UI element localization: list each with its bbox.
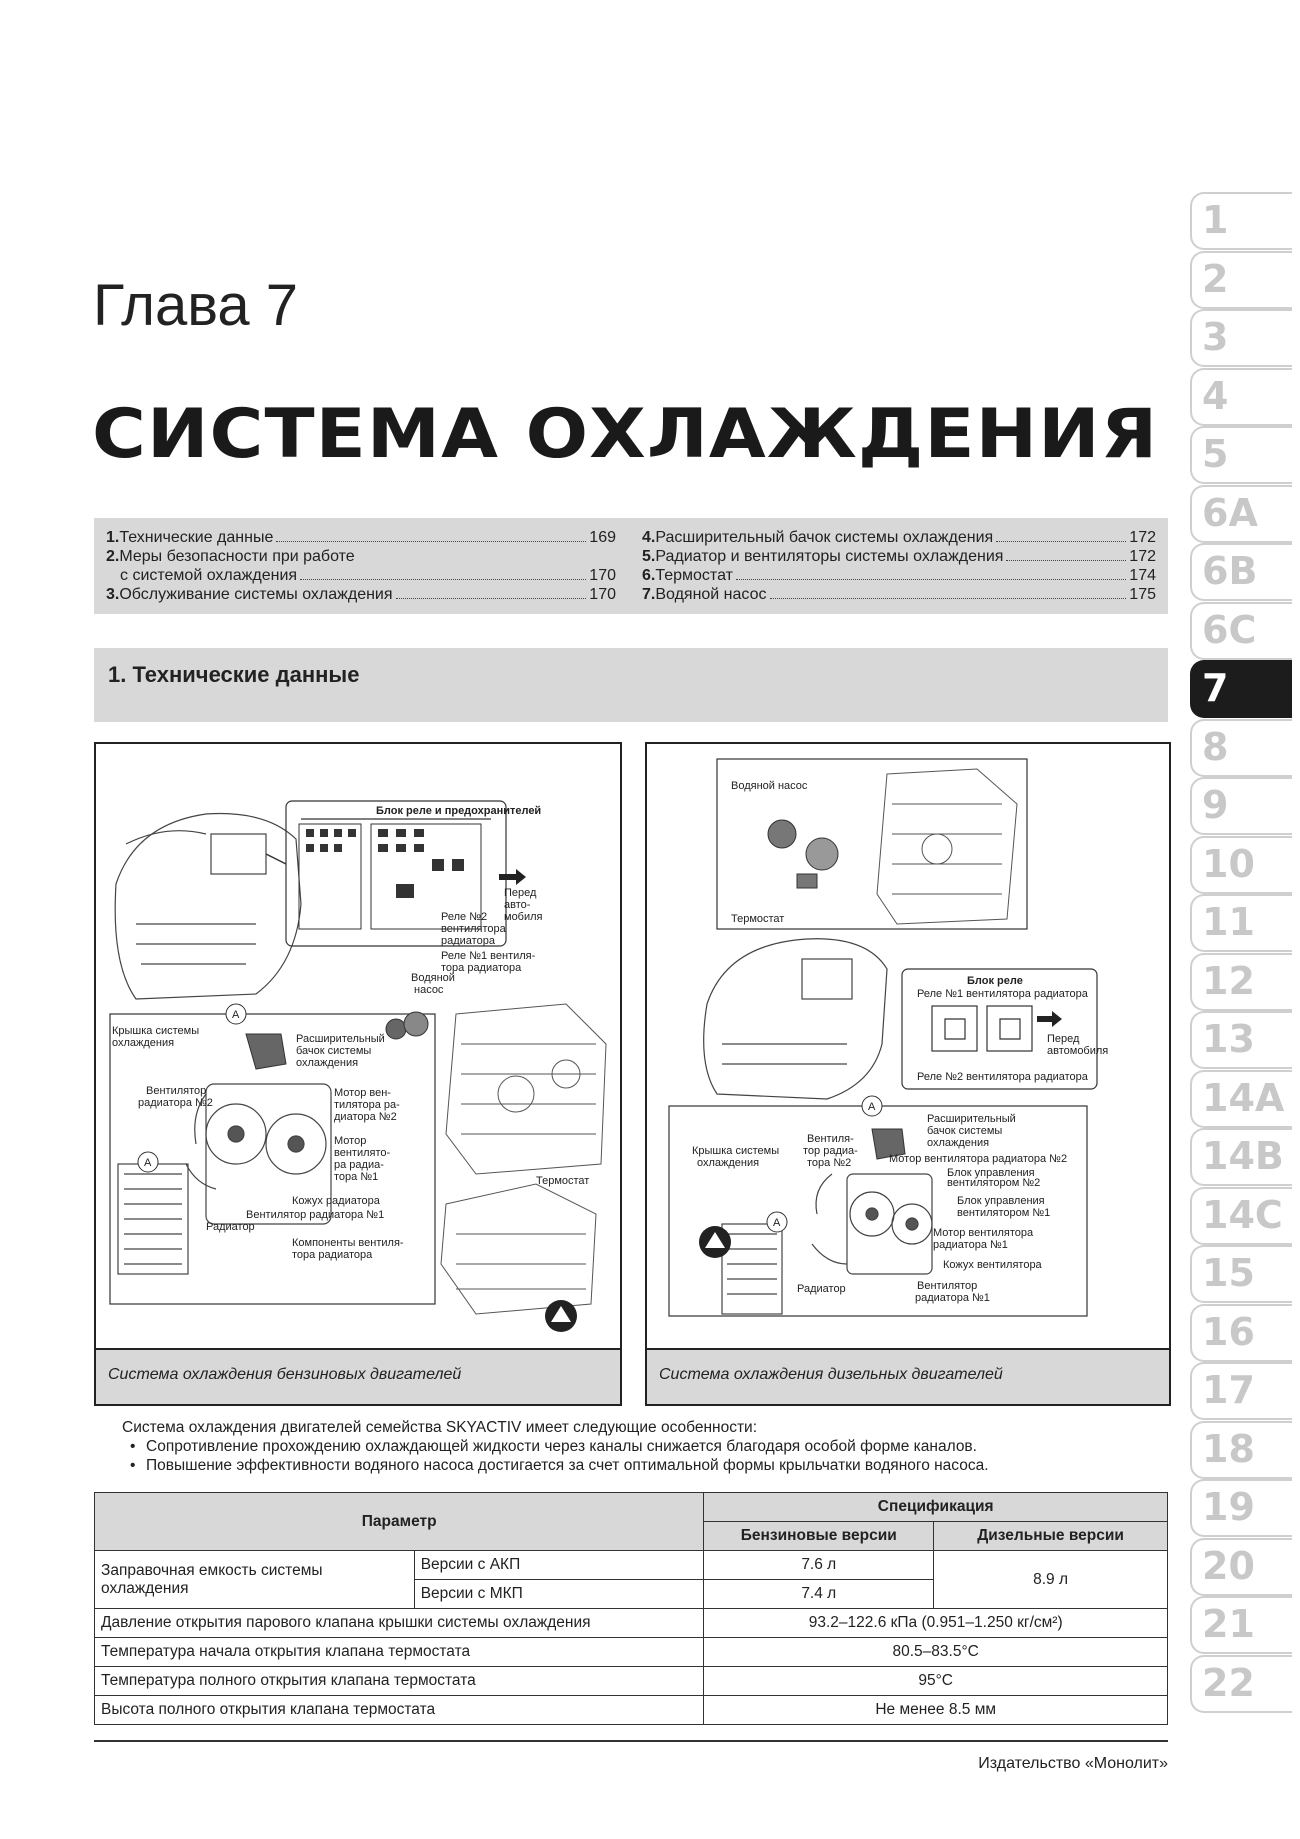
toc-num: 1. bbox=[106, 529, 120, 546]
intro-bullets bbox=[122, 1437, 1172, 1475]
tab-label: 14C bbox=[1202, 1192, 1283, 1237]
label-front: авто- bbox=[504, 899, 531, 911]
chapter-tab[interactable] bbox=[1190, 834, 1300, 893]
toc-text: с системой охлаждения bbox=[120, 567, 298, 584]
header-parameter: Параметр bbox=[95, 1493, 704, 1551]
chapter-tab[interactable] bbox=[1190, 1068, 1300, 1127]
toc-column-right bbox=[642, 528, 1156, 604]
label-motor2: Мотор вентилятора радиатора №2 bbox=[889, 1153, 1068, 1165]
label-motor1: тора №1 bbox=[334, 1171, 379, 1183]
tab-label: 16 bbox=[1202, 1309, 1255, 1354]
toc-num: 7. bbox=[642, 586, 656, 603]
tab-label: 5 bbox=[1202, 432, 1229, 476]
label-relay2: Реле №2 вентилятора радиатора bbox=[917, 1071, 1088, 1083]
cell-value: 95°С bbox=[704, 1667, 1168, 1696]
label-fan2: Вентилятор bbox=[146, 1085, 207, 1097]
tab-label: 10 bbox=[1202, 841, 1255, 886]
cell-value: 8.9 л bbox=[934, 1551, 1168, 1609]
label-cap: охлаждения bbox=[112, 1037, 175, 1049]
chapter-tab[interactable] bbox=[1190, 658, 1300, 717]
label-relay2: Реле №2 bbox=[441, 911, 488, 923]
chapter-tab[interactable] bbox=[1190, 366, 1300, 425]
label-mark-a: A bbox=[144, 1157, 152, 1169]
figure-caption-text: Система охлаждения бензиновых двигателей bbox=[108, 1366, 462, 1383]
radiator-illustration bbox=[118, 1164, 188, 1274]
label-tank: охлаждения bbox=[927, 1137, 990, 1149]
label-control1: Блок управления bbox=[957, 1195, 1045, 1207]
label-relay-block: Блок реле и предохранителей bbox=[376, 805, 542, 817]
petrol-cooling-diagram bbox=[96, 744, 620, 1348]
toc-text: Меры безопасности при работе bbox=[119, 548, 355, 565]
front-arrow-icon bbox=[499, 869, 526, 885]
car-front-illustration bbox=[704, 939, 887, 1099]
label-thermostat: Термостат bbox=[536, 1175, 590, 1187]
tab-label: 6A bbox=[1202, 490, 1258, 535]
label-mark-a: A bbox=[868, 1101, 876, 1113]
tab-label: 7 bbox=[1202, 666, 1229, 710]
section-title: 1. Технические данные bbox=[108, 662, 360, 687]
toc-leader bbox=[736, 579, 1126, 580]
toc-text: Водяной насос bbox=[655, 586, 767, 603]
tab-label: 14A bbox=[1202, 1075, 1285, 1120]
label-shroud: Кожух вентилятора bbox=[943, 1259, 1042, 1271]
specifications-table bbox=[94, 1492, 1168, 1725]
label-relay1: Реле №1 вентилятора радиатора bbox=[917, 988, 1088, 1000]
label-relay2: радиатора bbox=[441, 935, 495, 947]
chapter-tab[interactable] bbox=[1190, 307, 1300, 366]
toc-leader bbox=[300, 579, 586, 580]
tab-label: 11 bbox=[1202, 900, 1255, 944]
label-cap: Крышка системы bbox=[112, 1025, 200, 1037]
intro-lead: Система охлаждения двигателей семейства SKYACTIV имеет следующие особенности: bbox=[122, 1419, 758, 1436]
label-front: Перед bbox=[1047, 1033, 1080, 1045]
cell-param: Высота полного открытия клапана термостата bbox=[95, 1696, 704, 1725]
chapter-tab[interactable] bbox=[1190, 892, 1300, 951]
label-fan1: Вентилятор bbox=[917, 1280, 978, 1292]
label-pump: Водяной насос bbox=[731, 780, 808, 792]
chapter-tab[interactable] bbox=[1190, 1477, 1300, 1536]
tab-label: 18 bbox=[1202, 1426, 1255, 1471]
chapter-tab[interactable] bbox=[1190, 1653, 1300, 1712]
label-motor1: Мотор bbox=[334, 1135, 367, 1147]
toc-item[interactable] bbox=[106, 547, 616, 566]
cell-param: Температура начала открытия клапана термостата bbox=[95, 1638, 704, 1667]
figure-caption bbox=[96, 1348, 620, 1404]
cell-subparam: Версии с АКП bbox=[414, 1551, 704, 1580]
label-relay-block: Блок реле bbox=[967, 975, 1023, 987]
chapter-tab[interactable] bbox=[1190, 1126, 1300, 1185]
table-row bbox=[95, 1638, 1168, 1667]
cell-param: Заправочная емкость системы охлаждения bbox=[95, 1551, 415, 1609]
toc-num: 6. bbox=[642, 567, 656, 584]
label-pump: Водяной bbox=[411, 972, 455, 984]
cell-param: Температура полного открытия клапана термостата bbox=[95, 1667, 704, 1696]
chapter-number: Глава 7 bbox=[93, 273, 299, 338]
chapter-tab[interactable] bbox=[1190, 1360, 1300, 1419]
figure-caption-text: Система охлаждения дизельных двигателей bbox=[659, 1366, 1003, 1383]
tab-label: 6B bbox=[1202, 549, 1258, 593]
toc-page: 170 bbox=[589, 567, 616, 584]
table-of-contents bbox=[94, 518, 1168, 614]
chapter-tab[interactable] bbox=[1190, 190, 1300, 249]
chapter-tab[interactable] bbox=[1190, 541, 1300, 600]
label-fan1: Вентилятор радиатора №1 bbox=[246, 1209, 385, 1221]
tab-label: 19 bbox=[1202, 1485, 1255, 1529]
chapter-tab[interactable] bbox=[1190, 1243, 1300, 1302]
label-cap: Крышка системы bbox=[692, 1145, 780, 1157]
toc-text: Термостат bbox=[655, 567, 733, 584]
label-tank: Расширительный bbox=[296, 1033, 385, 1045]
toc-page: 169 bbox=[589, 529, 616, 546]
fan-assembly-illustration bbox=[812, 1174, 932, 1274]
label-tank: Расширительный bbox=[927, 1113, 1016, 1125]
label-radiator: Радиатор bbox=[797, 1283, 846, 1295]
label-tank: охлаждения bbox=[296, 1057, 359, 1069]
chapter-tab[interactable] bbox=[1190, 249, 1300, 308]
header-specification: Спецификация bbox=[704, 1493, 1168, 1522]
label-mark-a: A bbox=[773, 1217, 781, 1229]
cell-value: 7.4 л bbox=[704, 1580, 934, 1609]
tab-label: 21 bbox=[1202, 1602, 1255, 1646]
label-motor2: тилятора ра- bbox=[334, 1099, 400, 1111]
label-components: тора радиатора bbox=[292, 1249, 373, 1261]
label-fan2: радиатора №2 bbox=[138, 1097, 213, 1109]
bullet-item: • Сопротивление прохождению охлаждающей жидкости через каналы снижается благодаря особой форме каналов. bbox=[146, 1437, 1172, 1456]
toc-text: Радиатор и вентиляторы системы охлаждения bbox=[655, 548, 1004, 565]
toc-page: 172 bbox=[1129, 548, 1156, 565]
toc-page: 170 bbox=[589, 586, 616, 603]
toc-item[interactable] bbox=[642, 547, 1156, 566]
toc-column-left bbox=[106, 528, 616, 604]
expansion-tank-illustration bbox=[246, 1034, 286, 1069]
intro-text bbox=[122, 1418, 1172, 1475]
toc-item[interactable] bbox=[106, 566, 616, 585]
label-relay2: вентилятора bbox=[441, 923, 506, 935]
toc-item[interactable] bbox=[106, 528, 616, 547]
publisher-credit: Издательство «Монолит» bbox=[978, 1755, 1168, 1772]
table-row bbox=[95, 1609, 1168, 1638]
toc-num: 4. bbox=[642, 529, 656, 546]
chapter-tab[interactable] bbox=[1190, 483, 1300, 542]
cell-value: 93.2–122.6 кПа (0.951–1.250 кг/см²) bbox=[704, 1609, 1168, 1638]
tab-label: 12 bbox=[1202, 958, 1255, 1003]
tab-label: 22 bbox=[1202, 1660, 1255, 1705]
label-motor2: Мотор вен- bbox=[334, 1087, 391, 1099]
toc-item[interactable] bbox=[106, 585, 616, 604]
bullet-item: • Повышение эффективности водяного насоса достигается за счет оптимальной формы крыльчатки водяного насоса. bbox=[146, 1456, 1172, 1475]
toc-page: 172 bbox=[1129, 529, 1156, 546]
tab-label: 1 bbox=[1202, 198, 1229, 242]
chapter-tab[interactable] bbox=[1190, 951, 1300, 1010]
toc-num: 2. bbox=[106, 548, 120, 565]
label-tank: бачок системы bbox=[296, 1045, 372, 1057]
front-arrow-icon bbox=[1037, 1011, 1062, 1027]
label-radiator: Радиатор bbox=[206, 1221, 255, 1233]
figure-petrol bbox=[94, 742, 622, 1406]
engine-illustration bbox=[441, 1004, 606, 1314]
label-fan2: Вентиля- bbox=[807, 1133, 854, 1145]
chapter-tab[interactable] bbox=[1190, 1419, 1300, 1478]
chapter-tab[interactable] bbox=[1190, 775, 1300, 834]
label-control2: Блок управления bbox=[947, 1167, 1035, 1179]
toc-item[interactable] bbox=[642, 528, 1156, 547]
header-petrol: Бензиновые версии bbox=[704, 1522, 934, 1551]
chapter-tabs bbox=[1190, 190, 1300, 1711]
chapter-tab[interactable] bbox=[1190, 424, 1300, 483]
toc-page: 175 bbox=[1129, 586, 1156, 603]
tab-label: 9 bbox=[1202, 783, 1229, 827]
label-cap: охлаждения bbox=[697, 1157, 760, 1169]
cell-value: Не менее 8.5 мм bbox=[704, 1696, 1168, 1725]
table-row bbox=[95, 1667, 1168, 1696]
chapter-tab[interactable] bbox=[1190, 600, 1300, 659]
cell-param: Давление открытия парового клапана крышки системы охлаждения bbox=[95, 1609, 704, 1638]
toc-text: Технические данные bbox=[119, 529, 274, 546]
tab-label: 14B bbox=[1202, 1134, 1284, 1178]
label-pump: насос bbox=[414, 984, 444, 996]
figure-diesel bbox=[645, 742, 1171, 1406]
figure-caption bbox=[647, 1348, 1169, 1404]
footer-divider bbox=[94, 1740, 1168, 1742]
toc-leader bbox=[1006, 560, 1126, 561]
toc-leader bbox=[396, 598, 587, 599]
toc-text: Обслуживание системы охлаждения bbox=[119, 586, 393, 603]
label-fan2: тора №2 bbox=[807, 1157, 852, 1169]
toc-leader bbox=[276, 541, 586, 542]
toc-item[interactable] bbox=[642, 585, 1156, 604]
toc-page: 174 bbox=[1129, 567, 1156, 584]
label-motor1: ра радиа- bbox=[334, 1159, 384, 1171]
radiator-illustration bbox=[722, 1224, 782, 1314]
label-components: Компоненты вентиля- bbox=[292, 1237, 404, 1249]
tab-label: 8 bbox=[1202, 724, 1229, 769]
chapter-title: СИСТЕМА ОХЛАЖДЕНИЯ bbox=[92, 395, 1159, 474]
label-control1: вентилятором №1 bbox=[957, 1207, 1051, 1219]
tab-label: 20 bbox=[1202, 1543, 1255, 1588]
toc-leader bbox=[770, 598, 1127, 599]
water-pump-illustration bbox=[768, 820, 838, 888]
tab-label: 15 bbox=[1202, 1251, 1255, 1295]
cell-value: 7.6 л bbox=[704, 1551, 934, 1580]
tab-label: 6C bbox=[1202, 607, 1257, 652]
chapter-tab[interactable] bbox=[1190, 1536, 1300, 1595]
chapter-tab[interactable] bbox=[1190, 1302, 1300, 1361]
header-diesel: Дизельные версии bbox=[934, 1522, 1168, 1551]
tab-label: 3 bbox=[1202, 315, 1229, 359]
label-motor1: радиатора №1 bbox=[933, 1239, 1008, 1251]
label-shroud: Кожух радиатора bbox=[292, 1195, 380, 1207]
label-fan1: радиатора №1 bbox=[915, 1292, 990, 1304]
toc-item[interactable] bbox=[642, 566, 1156, 585]
label-relay1: Реле №1 вентиля- bbox=[441, 950, 536, 962]
label-front: мобиля bbox=[504, 911, 543, 923]
label-relay1: тора радиатора bbox=[441, 962, 522, 974]
chapter-tab[interactable] bbox=[1190, 1185, 1300, 1244]
label-tank: бачок системы bbox=[927, 1125, 1003, 1137]
label-front: Перед bbox=[504, 887, 537, 899]
table-row bbox=[95, 1551, 1168, 1580]
toc-leader bbox=[996, 541, 1126, 542]
chapter-tab[interactable] bbox=[1190, 717, 1300, 776]
label-motor1: Мотор вентилятора bbox=[933, 1227, 1034, 1239]
label-mark-a: A bbox=[232, 1009, 240, 1021]
cell-value: 80.5–83.5°С bbox=[704, 1638, 1168, 1667]
water-pump-illustration bbox=[386, 1012, 428, 1039]
tab-label: 2 bbox=[1202, 256, 1229, 301]
label-motor1: вентилято- bbox=[334, 1147, 391, 1159]
label-motor2: диатора №2 bbox=[334, 1111, 397, 1123]
label-fan2: тор радиа- bbox=[803, 1145, 858, 1157]
section-heading bbox=[94, 648, 1168, 722]
tab-label: 13 bbox=[1202, 1017, 1255, 1061]
diesel-cooling-diagram bbox=[647, 744, 1169, 1348]
toc-num: 3. bbox=[106, 586, 120, 603]
chapter-tab[interactable] bbox=[1190, 1009, 1300, 1068]
engine-illustration bbox=[877, 769, 1017, 924]
car-front-illustration bbox=[115, 814, 301, 999]
toc-text: Расширительный бачок системы охлаждения bbox=[655, 529, 994, 546]
tab-label: 4 bbox=[1202, 373, 1229, 418]
label-front: автомобиля bbox=[1047, 1045, 1109, 1057]
label-control2: вентилятором №2 bbox=[947, 1177, 1041, 1189]
tab-label: 17 bbox=[1202, 1368, 1255, 1412]
table-row bbox=[95, 1696, 1168, 1725]
toc-num: 5. bbox=[642, 548, 656, 565]
label-thermostat: Термостат bbox=[731, 913, 785, 925]
cell-subparam: Версии с МКП bbox=[414, 1580, 704, 1609]
chapter-tab[interactable] bbox=[1190, 1594, 1300, 1653]
